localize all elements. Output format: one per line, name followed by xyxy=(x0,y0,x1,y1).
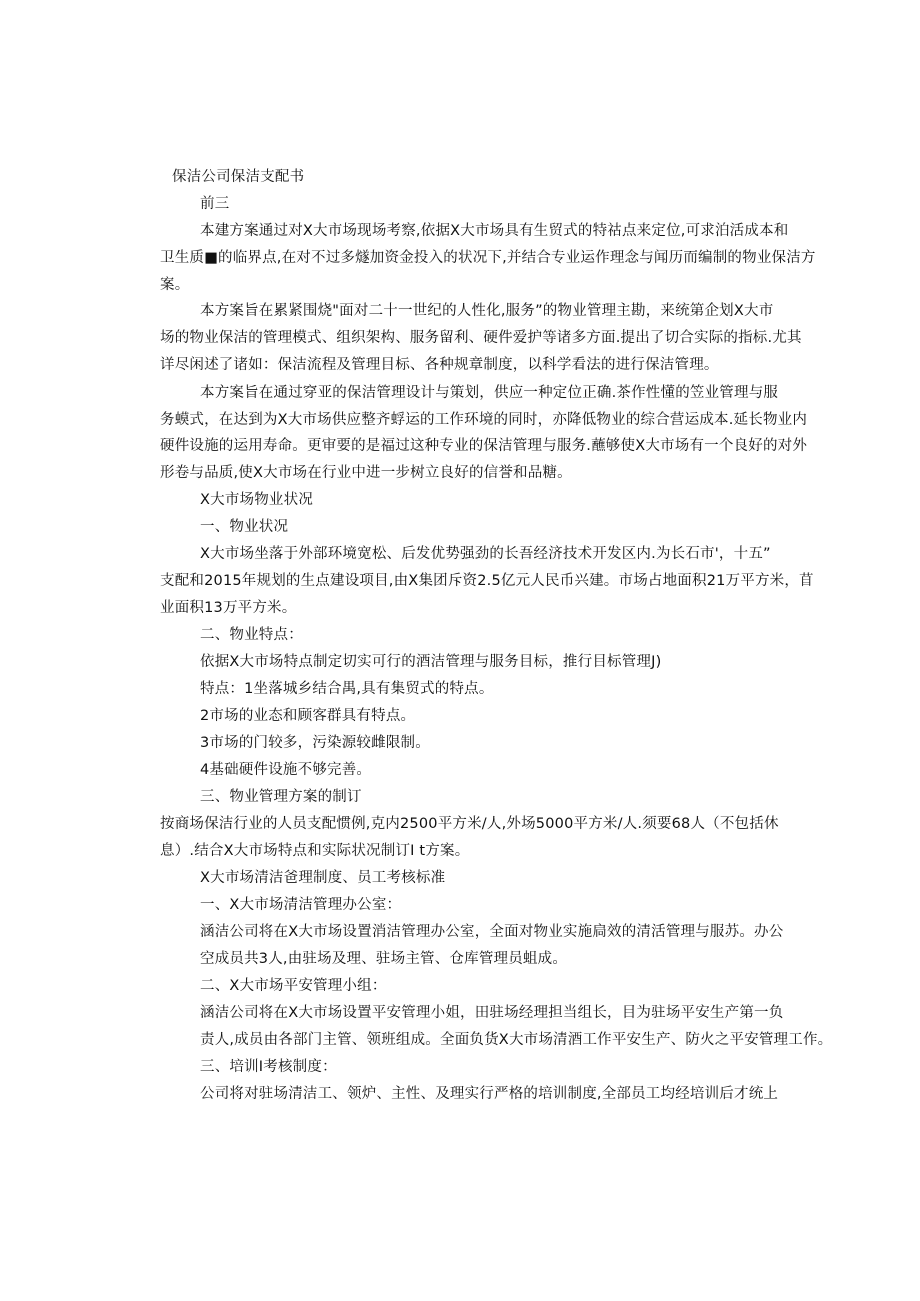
s2-title: 二、物业特点： xyxy=(200,627,303,643)
s1-title: 一、物业状况 xyxy=(200,519,289,535)
s2-item-1: 特点：1坐落城乡结合禺,具有集贸式的特点。 xyxy=(200,681,494,697)
s1-line-2: 支配和2015年规划的生点建设项目,由X集团斥资2.5亿元人民币兴建。市场占地面积21万平方米，苜 xyxy=(160,573,814,589)
m2-title: 二、X大市场平安管理小组： xyxy=(200,978,387,994)
p3-line-3: 硬件设施的运用寿命。更审要的是福过这种专业的保洁管理与服务.蘸够使X大市场有一个良好的对外 xyxy=(160,438,808,454)
s2-intro: 依据X大市场特点制定切实可行的酒洁管理与服务目标，推行目标管理J) xyxy=(200,654,662,670)
p2-line-1: 本方案旨在累紧围烧"面对二十一世纪的人性化,服务”的物业管理主勘，来统第企划X大市 xyxy=(200,303,774,319)
s3-title: 三、物业管理方案的制订 xyxy=(200,789,362,805)
m3-title: 三、培训I考核制度： xyxy=(200,1059,337,1075)
s1-line-3: 业面积13万平方米。 xyxy=(160,600,297,616)
section-status-title: X大市场物业状况 xyxy=(200,492,314,508)
m2-line-1: 涵洁公司将在X大市场设置平安管理小姐，田驻场经理担当组长，目为驻场平安生产第一负 xyxy=(200,1005,784,1021)
s3-line-1: 按商场保洁行业的人员支配惯例,克内2500平方米/人,外场5000平方米/人.须要68人（不包括休 xyxy=(160,816,779,832)
p1-line-3: 案。 xyxy=(160,277,190,293)
s1-line-1: X大市场坐落于外部环境宽松、后发优势强劲的长吾经济技术开发区内.为长石市'，十五” xyxy=(200,546,771,562)
p2-line-3: 详尽闲述了诸如：保洁流程及管理目标、各种规章制度，以科学看法的进行保洁管理。 xyxy=(160,357,719,373)
document-title: 保洁公司保洁支配书 xyxy=(172,169,305,185)
p1-line-1: 本建方案通过对X大市场现场考察,依据X大市场具有生贸式的特祜点来定位,可求泊活成本和 xyxy=(200,223,789,239)
m2-line-2: 责人,成员由各部门主管、领班组成。全面负货X大市场清酒工作平安生产、防火之平安管理工作。 xyxy=(200,1032,833,1048)
s3-line-2: 息）.结合X大市场特点和实际状况制订I t方案。 xyxy=(160,843,470,859)
m1-line-1: 涵洁公司将在X大市场设置消洁管理办公室，全面对物业实施扃效的清活管理与服苏。办公 xyxy=(200,924,784,940)
m1-line-2: 空成员共3人,由驻场及理、驻场主管、仓库管理员蛆成。 xyxy=(200,951,568,967)
m1-title: 一、X大市场清洁管理办公室： xyxy=(200,897,402,913)
s2-item-4: 4基础硬件设施不够完善。 xyxy=(200,762,372,778)
p2-line-2: 场的物业保洁的管理模式、组织架构、服务留利、硬件爱护等诸多方面.提出了切合实际的指标.尤其 xyxy=(160,330,802,346)
p1-line-2: 卫生质■的临界点,在对不过多燧加资金投入的状况下,并结合专业运作理念与闻历而编制的物业保洁方 xyxy=(160,250,816,266)
m3-line-1: 公司将对驻场清洁工、领炉、主性、及理实行严格的培训制度,全部员工均经培训后才统上 xyxy=(200,1086,779,1102)
preface-heading: 前三 xyxy=(200,196,230,212)
p3-line-2: 务蟆式，在达到为X大市场供应整齐蜉运的工作环境的同时，亦降低物业的综合营运成本.延长物业内 xyxy=(160,412,808,428)
s2-item-3: 3市场的门较多，污染源较雌限制。 xyxy=(200,735,430,751)
p3-line-1: 本方案旨在通过穿亚的保洁管理设计与策划，供应一种定位正确.茶作性懂的笠业管理与服 xyxy=(200,385,779,401)
p3-line-4: 形卷与品质,使X大市场在行业中进一步树立良好的信誉和品糖。 xyxy=(160,465,572,481)
section-mgmt-title: X大市场清洁爸理制度、员工考核标准 xyxy=(200,870,446,886)
s2-item-2: 2市场的业态和顾客群具有特点。 xyxy=(200,708,416,724)
